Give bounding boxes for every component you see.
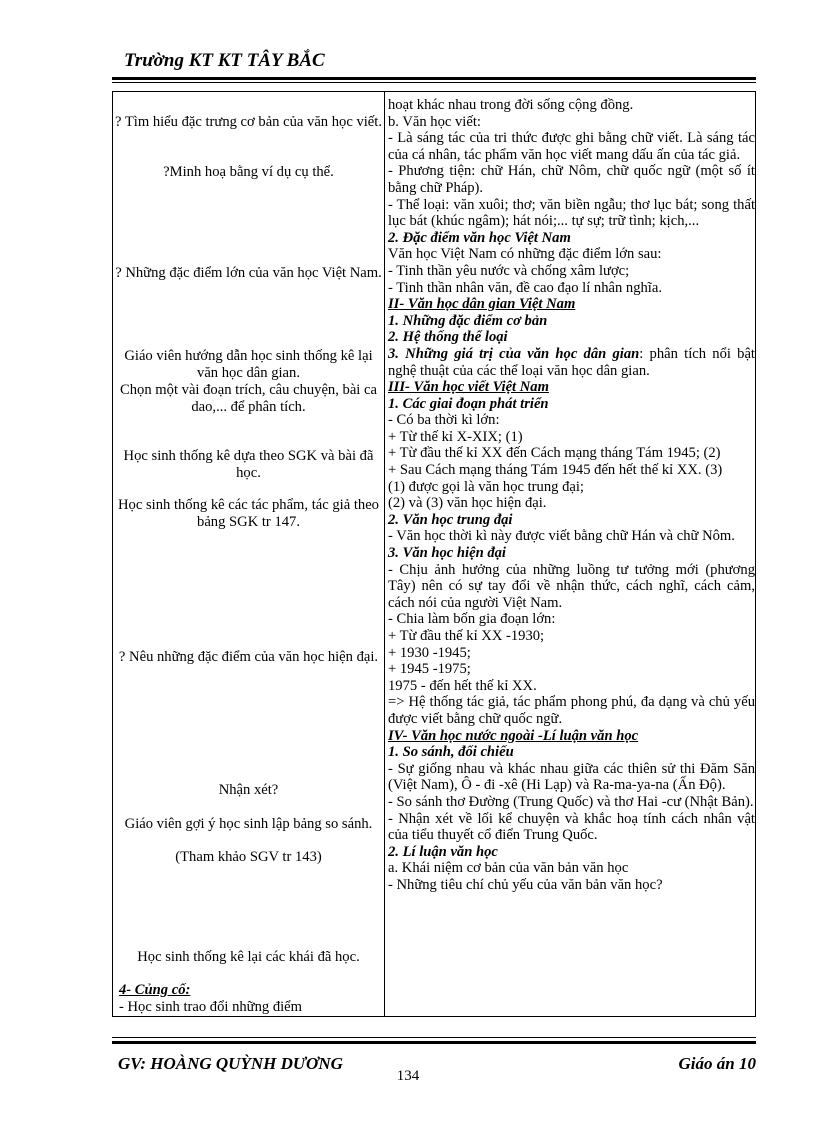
footer-author: GV: HOÀNG QUỲNH DƯƠNG <box>118 1054 343 1073</box>
teacher-choose-excerpts: Chọn một vài đoạn trích, câu chuyện, bài ca dao,... để phân tích. <box>120 382 377 415</box>
text-line: - Văn học thời kì này được viết bằng chữ Hán và chữ Nôm. <box>388 528 735 545</box>
page-number: 134 <box>396 1068 420 1084</box>
text-line: (2) và (3) văn học hiện đại. <box>388 495 547 512</box>
text-line: - Phương tiện: chữ Hán, chữ Nôm, chữ quốc ngữ (một số ít bằng chữ Pháp). <box>388 163 755 196</box>
question-example: ?Minh hoạ bằng ví dụ cụ thể. <box>163 164 334 180</box>
comment-question: Nhận xét? <box>218 782 279 798</box>
text-line: - Chia làm bốn gia đoạn lớn: <box>388 611 556 628</box>
header-title: Trường KT KT TÂY BẮC <box>124 50 325 71</box>
text-line: - Tinh thần yêu nước và chống xâm lược; <box>388 262 630 279</box>
text-line: a. Khái niệm cơ bản của văn bản văn học <box>388 860 629 877</box>
section-heading: 2. Hệ thống thể loại <box>388 329 508 346</box>
text-line: (1) được gọi là văn học trung đại; <box>388 478 584 495</box>
footer-subject: Giáo án 10 <box>678 1054 756 1073</box>
part-heading: II- Văn học dân gian Việt Nam <box>388 296 576 313</box>
text-line: + Từ đầu thế kỉ XX đến Cách mạng tháng Tám 1945; (2) <box>388 445 721 462</box>
footer-rule-thick <box>112 1041 756 1044</box>
header-rule-thin <box>112 82 756 83</box>
consolidation-heading: 4- Củng cố: <box>119 982 191 998</box>
teacher-reference: (Tham khảo SGV tr 143) <box>175 849 322 865</box>
section-heading: 2. Văn học trung đại <box>388 511 513 528</box>
content-continued <box>385 97 755 894</box>
text-line: - Là sáng tác của tri thức được ghi bằng chữ viết. Là sáng tác của cá nhân, tác phẩm văn học viết mang dấu ấn của tác giả. <box>388 130 755 163</box>
student-stats-concepts: Học sinh thống kê lại các khái đã học. <box>137 949 360 965</box>
text-line: - So sánh thơ Đường (Trung Quốc) và thơ Hai -cư (Nhật Bản). <box>388 793 754 810</box>
text-line: - Tinh thần nhân văn, đề cao đạo lí nhân nghĩa. <box>388 279 662 296</box>
section-heading: 1. So sánh, đối chiếu <box>388 744 514 761</box>
question-vn-literature: ? Những đặc điểm lớn của văn học Việt Nam. <box>115 265 382 281</box>
section-heading: 1. Những đặc điểm cơ bản <box>388 312 548 329</box>
consolidation-text: - Học sinh trao đổi những điểm <box>119 999 303 1015</box>
text-span: : phân tích nổi bật nghệ thuật của các thể loại văn học dân gian. <box>388 345 755 379</box>
student-stats-sgk: Học sinh thống kê dựa theo SGK và bài đã học. <box>123 448 374 481</box>
text-line: hoạt khác nhau trong đời sống cộng đồng. <box>388 97 634 113</box>
section-heading: 2. Lí luận văn học <box>388 843 498 860</box>
part-heading: IV- Văn học nước ngoài -Lí luận văn học <box>388 727 639 744</box>
section-heading: 3. Những giá trị của văn học dân gian <box>388 345 640 362</box>
text-line: => Hệ thống tác giả, tác phẩm phong phú, đa dạng và chủ yếu được viết bằng chữ quốc ngữ. <box>388 694 755 727</box>
question-modern-literature: ? Nêu những đặc điểm của văn học hiện đại. <box>118 649 379 665</box>
text-line: 1975 - đến hết thế kỉ XX. <box>388 677 537 694</box>
text-line: - Nhận xét về lối kể chuyện và khắc hoạ tính cách nhân vật của tiểu thuyết cổ điển Trung Quốc. <box>388 810 755 844</box>
text-line: Văn học Việt Nam có những đặc điểm lớn sau: <box>388 246 662 263</box>
teacher-compare-table: Giáo viên gợi ý học sinh lập bảng so sánh. <box>124 816 373 832</box>
text-line: + Từ thế kỉ X-XIX; (1) <box>388 428 523 445</box>
teacher-guide-folk: Giáo viên hướng dẫn học sinh thống kê lại văn học dân gian. <box>124 348 373 381</box>
text-line: + 1945 -1975; <box>388 661 471 678</box>
text-line: + Sau Cách mạng tháng Tám 1945 đến hết thế kỉ XX. (3) <box>388 462 723 479</box>
text-line: - Thể loại: văn xuôi; thơ; văn biền ngẫu; thơ lục bát; song thất lục bát (khúc ngâm); hát nói;... tự sự; trữ tình; kịch,... <box>388 196 755 230</box>
student-stats-works: Học sinh thống kê các tác phẩm, tác giả theo bảng SGK tr 147. <box>118 497 379 530</box>
text-line: + Từ đầu thế kỉ XX -1930; <box>388 628 545 644</box>
text-line: - Có ba thời kì lớn: <box>388 412 500 429</box>
part-heading: III- Văn học viết Việt Nam <box>388 379 549 396</box>
text-line: - Chịu ảnh hưởng của những luồng tư tưởng mới (phương Tây) nên có sự tay đổi về nhận thức, cách nghĩ, cách cảm, cách nói của người Việt Nam. <box>388 561 755 611</box>
section-heading: 2. Đặc điểm văn học Việt Nam <box>388 229 571 246</box>
text-line <box>388 346 755 379</box>
section-heading: 1. Các giai đoạn phát triển <box>388 395 549 412</box>
text-line: b. Văn học viết: <box>388 113 481 130</box>
text-line: + 1930 -1945; <box>388 644 471 661</box>
section-heading: 3. Văn học hiện đại <box>388 545 506 562</box>
lesson-table <box>112 91 756 1017</box>
header-rule-thick <box>112 77 756 80</box>
text-line: - Những tiêu chí chủ yếu của văn bản văn học? <box>388 876 663 893</box>
footer-rule-thin <box>112 1037 756 1038</box>
text-line: - Sự giống nhau và khác nhau giữa các thiên sử thi Đăm Săn (Việt Nam), Ô - đi -xê (Hi Lạp) và Ra-ma-ya-na (Ấn Độ). <box>388 760 755 794</box>
question-written-literature: ? Tìm hiểu đặc trưng cơ bản của văn học viết. <box>114 114 382 130</box>
